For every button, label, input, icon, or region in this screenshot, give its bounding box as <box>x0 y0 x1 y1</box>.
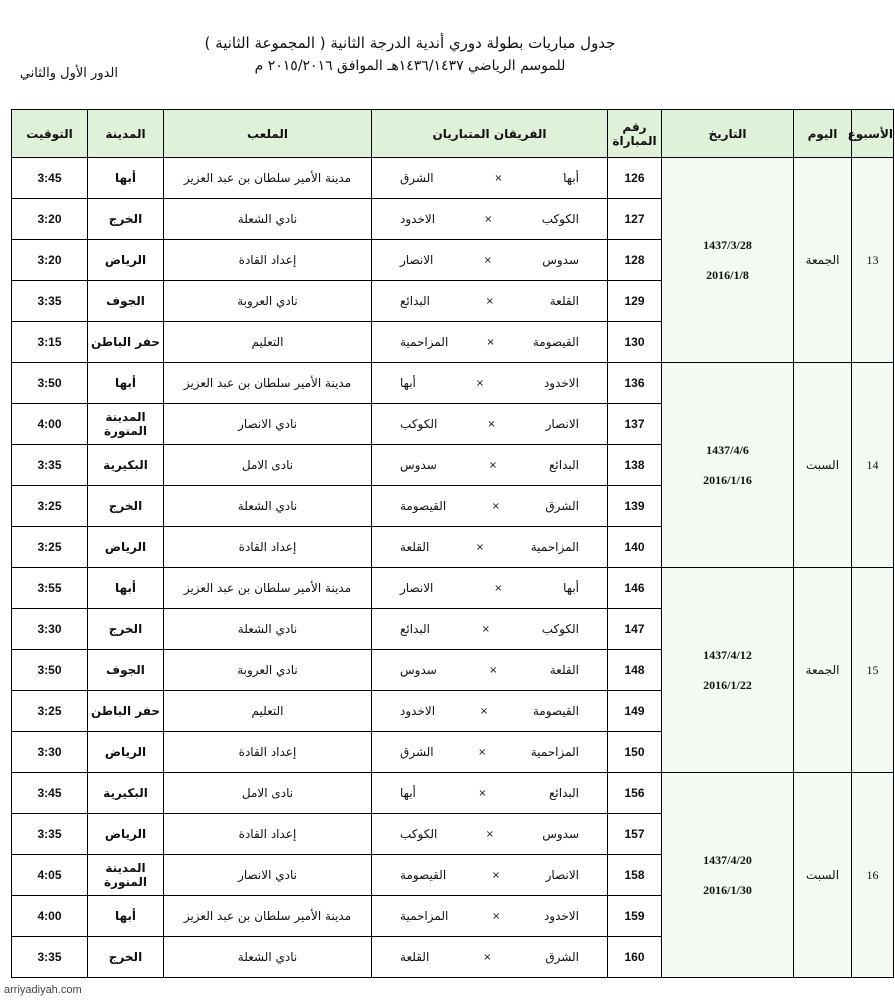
versus-mark: × <box>478 787 487 799</box>
col-time: التوقيت <box>12 110 88 158</box>
week-number: 14 <box>852 363 894 568</box>
stadium: التعليم <box>164 322 372 363</box>
stadium: مدينة الأمير سلطان بن عبد العزيز <box>164 568 372 609</box>
away-team: الانصار <box>400 253 434 267</box>
stadium: نادي الشعلة <box>164 486 372 527</box>
home-team: البدائع <box>549 786 579 800</box>
match-number: 150 <box>608 732 662 773</box>
teams-pair <box>372 663 607 677</box>
city: الخرج <box>88 937 164 978</box>
match-number: 137 <box>608 404 662 445</box>
away-team: القلعة <box>400 540 430 554</box>
versus-mark: × <box>485 295 495 307</box>
stadium: نادي الشعلة <box>164 199 372 240</box>
kickoff-time: 3:50 <box>12 363 88 404</box>
away-team: أبها <box>400 786 416 800</box>
stadium: مدينة الأمير سلطان بن عبد العزيز <box>164 363 372 404</box>
match-date <box>662 773 794 978</box>
teams-cell <box>372 609 608 650</box>
versus-mark: × <box>486 336 495 348</box>
date-gregorian: 2016/1/16 <box>703 473 752 487</box>
match-day: السبت <box>794 363 852 568</box>
match-day: السبت <box>794 773 852 978</box>
versus-mark: × <box>477 746 487 758</box>
versus-mark: × <box>491 500 500 512</box>
away-team: سدوس <box>400 458 437 472</box>
away-team: الشرق <box>400 171 434 185</box>
versus-mark: × <box>483 951 492 963</box>
col-city: المدينة <box>88 110 164 158</box>
teams-pair <box>372 540 607 554</box>
city: البكيرية <box>88 445 164 486</box>
col-stadium: الملعب <box>164 110 372 158</box>
away-team: البدائع <box>400 294 430 308</box>
stadium: نادى الامل <box>164 445 372 486</box>
teams-cell <box>372 199 608 240</box>
match-number: 147 <box>608 609 662 650</box>
table-row <box>12 158 894 199</box>
col-date: التاريخ <box>662 110 794 158</box>
schedule-body <box>12 158 894 978</box>
city: أبها <box>88 158 164 199</box>
match-date <box>662 158 794 363</box>
match-number: 139 <box>608 486 662 527</box>
kickoff-time: 3:25 <box>12 691 88 732</box>
versus-mark: × <box>491 869 501 881</box>
kickoff-time: 3:20 <box>12 199 88 240</box>
away-team: القيصومة <box>400 868 447 882</box>
teams-cell <box>372 691 608 732</box>
match-number: 136 <box>608 363 662 404</box>
city: المدينة المنورة <box>88 855 164 896</box>
city: الرياض <box>88 814 164 855</box>
teams-cell <box>372 814 608 855</box>
teams-cell <box>372 568 608 609</box>
away-team: سدوس <box>400 663 437 677</box>
teams-cell <box>372 650 608 691</box>
table-row <box>12 773 894 814</box>
week-number: 13 <box>852 158 894 363</box>
date-gregorian: 2016/1/8 <box>706 268 749 282</box>
home-team: القيصومة <box>532 335 579 349</box>
teams-cell <box>372 363 608 404</box>
teams-cell <box>372 445 608 486</box>
teams-pair <box>372 622 607 636</box>
round-label: الدور الأول والثاني <box>19 66 118 81</box>
date-hijri: 1437/4/6 <box>706 443 749 457</box>
stadium: إعداد القادة <box>164 527 372 568</box>
page-title: جدول مباريات بطولة دوري أندية الدرجة الثانية ( المجموعة الثانية ) <box>204 34 616 52</box>
home-team: القيصومة <box>532 704 579 718</box>
kickoff-time: 3:35 <box>12 937 88 978</box>
col-day: اليوم <box>794 110 852 158</box>
versus-mark: × <box>481 623 491 635</box>
away-team: القلعة <box>400 950 430 964</box>
stadium: نادي العروبة <box>164 650 372 691</box>
teams-cell <box>372 322 608 363</box>
city: حفر الباطن <box>88 322 164 363</box>
header-row <box>12 110 894 158</box>
versus-mark: × <box>489 664 498 676</box>
away-team: الكوكب <box>400 417 438 431</box>
stadium: نادى الامل <box>164 773 372 814</box>
home-team: الشرق <box>545 499 579 513</box>
week-number: 15 <box>852 568 894 773</box>
kickoff-time: 3:55 <box>12 568 88 609</box>
away-team: المزاحمية <box>400 335 449 349</box>
city: الخرج <box>88 609 164 650</box>
teams-pair <box>372 950 607 964</box>
match-date <box>662 363 794 568</box>
teams-pair <box>372 704 607 718</box>
teams-cell <box>372 732 608 773</box>
teams-pair <box>372 868 607 882</box>
home-team: الانصار <box>545 417 579 431</box>
city: البكيرية <box>88 773 164 814</box>
away-team: القيصومة <box>400 499 447 513</box>
teams-pair <box>372 294 607 308</box>
match-number: 160 <box>608 937 662 978</box>
date-hijri: 1437/4/12 <box>703 648 752 662</box>
teams-pair <box>372 909 607 923</box>
home-team: الاخدود <box>543 909 579 923</box>
match-number: 158 <box>608 855 662 896</box>
stadium: مدينة الأمير سلطان بن عبد العزيز <box>164 896 372 937</box>
col-week: الأسبوع <box>852 110 894 158</box>
away-team: الكوكب <box>400 827 438 841</box>
stadium: إعداد القادة <box>164 732 372 773</box>
teams-pair <box>372 581 607 595</box>
table-row <box>12 363 894 404</box>
col-teams: الفريقان المتباريان <box>372 110 608 158</box>
teams-pair <box>372 171 607 185</box>
teams-cell <box>372 896 608 937</box>
col-match-no: رقم المباراة <box>608 110 662 158</box>
table-row <box>12 568 894 609</box>
home-team: الكوكب <box>541 212 579 226</box>
kickoff-time: 3:30 <box>12 732 88 773</box>
home-team: البدائع <box>549 458 579 472</box>
stadium: إعداد القادة <box>164 814 372 855</box>
match-number: 130 <box>608 322 662 363</box>
stadium: إعداد القادة <box>164 240 372 281</box>
match-number: 157 <box>608 814 662 855</box>
teams-pair <box>372 827 607 841</box>
teams-cell <box>372 937 608 978</box>
season-subtitle: للموسم الرياضي ١٤٣٦/١٤٣٧هـ الموافق ٢٠١٥/٢٠١٦ م <box>254 58 566 74</box>
versus-mark: × <box>475 541 485 553</box>
teams-cell <box>372 158 608 199</box>
teams-cell <box>372 855 608 896</box>
away-team: أبها <box>400 376 416 390</box>
kickoff-time: 3:45 <box>12 158 88 199</box>
city: حفر الباطن <box>88 691 164 732</box>
home-team: القلعة <box>549 294 579 308</box>
match-number: 148 <box>608 650 662 691</box>
schedule-table <box>11 109 894 978</box>
match-date <box>662 568 794 773</box>
city: الجوف <box>88 650 164 691</box>
city: الخرج <box>88 486 164 527</box>
stadium: التعليم <box>164 691 372 732</box>
match-day: الجمعة <box>794 158 852 363</box>
home-team: القلعة <box>549 663 579 677</box>
teams-cell <box>372 486 608 527</box>
versus-mark: × <box>479 705 489 717</box>
week-number: 16 <box>852 773 894 978</box>
versus-mark: × <box>484 213 493 225</box>
match-number: 146 <box>608 568 662 609</box>
kickoff-time: 3:35 <box>12 281 88 322</box>
home-team: المزاحمية <box>530 745 579 759</box>
match-number: 156 <box>608 773 662 814</box>
versus-mark: × <box>494 582 503 594</box>
away-team: الانصار <box>400 581 434 595</box>
stadium: نادي الانصار <box>164 404 372 445</box>
date-gregorian: 2016/1/30 <box>703 883 752 897</box>
teams-pair <box>372 212 607 226</box>
teams-pair <box>372 499 607 513</box>
kickoff-time: 4:05 <box>12 855 88 896</box>
watermark: arriyadiyah.com <box>4 984 82 996</box>
kickoff-time: 3:45 <box>12 773 88 814</box>
city: أبها <box>88 896 164 937</box>
city: الجوف <box>88 281 164 322</box>
city: الرياض <box>88 732 164 773</box>
match-number: 138 <box>608 445 662 486</box>
home-team: المزاحمية <box>530 540 579 554</box>
away-team: البدائع <box>400 622 430 636</box>
city: المدينة المنورة <box>88 404 164 445</box>
kickoff-time: 3:25 <box>12 486 88 527</box>
date-hijri: 1437/3/28 <box>703 238 752 252</box>
teams-cell <box>372 240 608 281</box>
stadium: نادي الانصار <box>164 855 372 896</box>
city: الخرج <box>88 199 164 240</box>
teams-cell <box>372 527 608 568</box>
kickoff-time: 3:50 <box>12 650 88 691</box>
match-number: 128 <box>608 240 662 281</box>
match-number: 149 <box>608 691 662 732</box>
away-team: الاخدود <box>400 704 436 718</box>
teams-pair <box>372 253 607 267</box>
versus-mark: × <box>491 910 501 922</box>
home-team: الشرق <box>545 950 579 964</box>
versus-mark: × <box>485 828 494 840</box>
home-team: أبها <box>563 581 579 595</box>
kickoff-time: 3:35 <box>12 445 88 486</box>
teams-cell <box>372 404 608 445</box>
city: أبها <box>88 568 164 609</box>
kickoff-time: 3:30 <box>12 609 88 650</box>
teams-cell <box>372 773 608 814</box>
teams-pair <box>372 458 607 472</box>
home-team: الانصار <box>545 868 579 882</box>
match-number: 126 <box>608 158 662 199</box>
match-number: 127 <box>608 199 662 240</box>
home-team: سدوس <box>542 827 579 841</box>
away-team: الشرق <box>400 745 434 759</box>
away-team: المزاحمية <box>400 909 449 923</box>
kickoff-time: 3:35 <box>12 814 88 855</box>
stadium: نادي الشعلة <box>164 937 372 978</box>
kickoff-time: 4:00 <box>12 404 88 445</box>
versus-mark: × <box>494 172 503 184</box>
versus-mark: × <box>483 254 492 266</box>
teams-pair <box>372 335 607 349</box>
teams-pair <box>372 745 607 759</box>
teams-cell <box>372 281 608 322</box>
city: أبها <box>88 363 164 404</box>
stadium: نادي الشعلة <box>164 609 372 650</box>
home-team: الاخدود <box>543 376 579 390</box>
date-gregorian: 2016/1/22 <box>703 678 752 692</box>
date-hijri: 1437/4/20 <box>703 853 752 867</box>
match-number: 129 <box>608 281 662 322</box>
city: الرياض <box>88 240 164 281</box>
home-team: سدوس <box>542 253 579 267</box>
kickoff-time: 4:00 <box>12 896 88 937</box>
city: الرياض <box>88 527 164 568</box>
versus-mark: × <box>475 377 485 389</box>
match-number: 159 <box>608 896 662 937</box>
match-day: الجمعة <box>794 568 852 773</box>
versus-mark: × <box>487 418 496 430</box>
teams-pair <box>372 376 607 390</box>
kickoff-time: 3:15 <box>12 322 88 363</box>
kickoff-time: 3:20 <box>12 240 88 281</box>
teams-pair <box>372 786 607 800</box>
stadium: مدينة الأمير سلطان بن عبد العزيز <box>164 158 372 199</box>
versus-mark: × <box>488 459 498 471</box>
stadium: نادي العروبة <box>164 281 372 322</box>
teams-pair <box>372 417 607 431</box>
home-team: الكوكب <box>541 622 579 636</box>
kickoff-time: 3:25 <box>12 527 88 568</box>
away-team: الاخدود <box>400 212 436 226</box>
home-team: أبها <box>563 171 579 185</box>
match-number: 140 <box>608 527 662 568</box>
